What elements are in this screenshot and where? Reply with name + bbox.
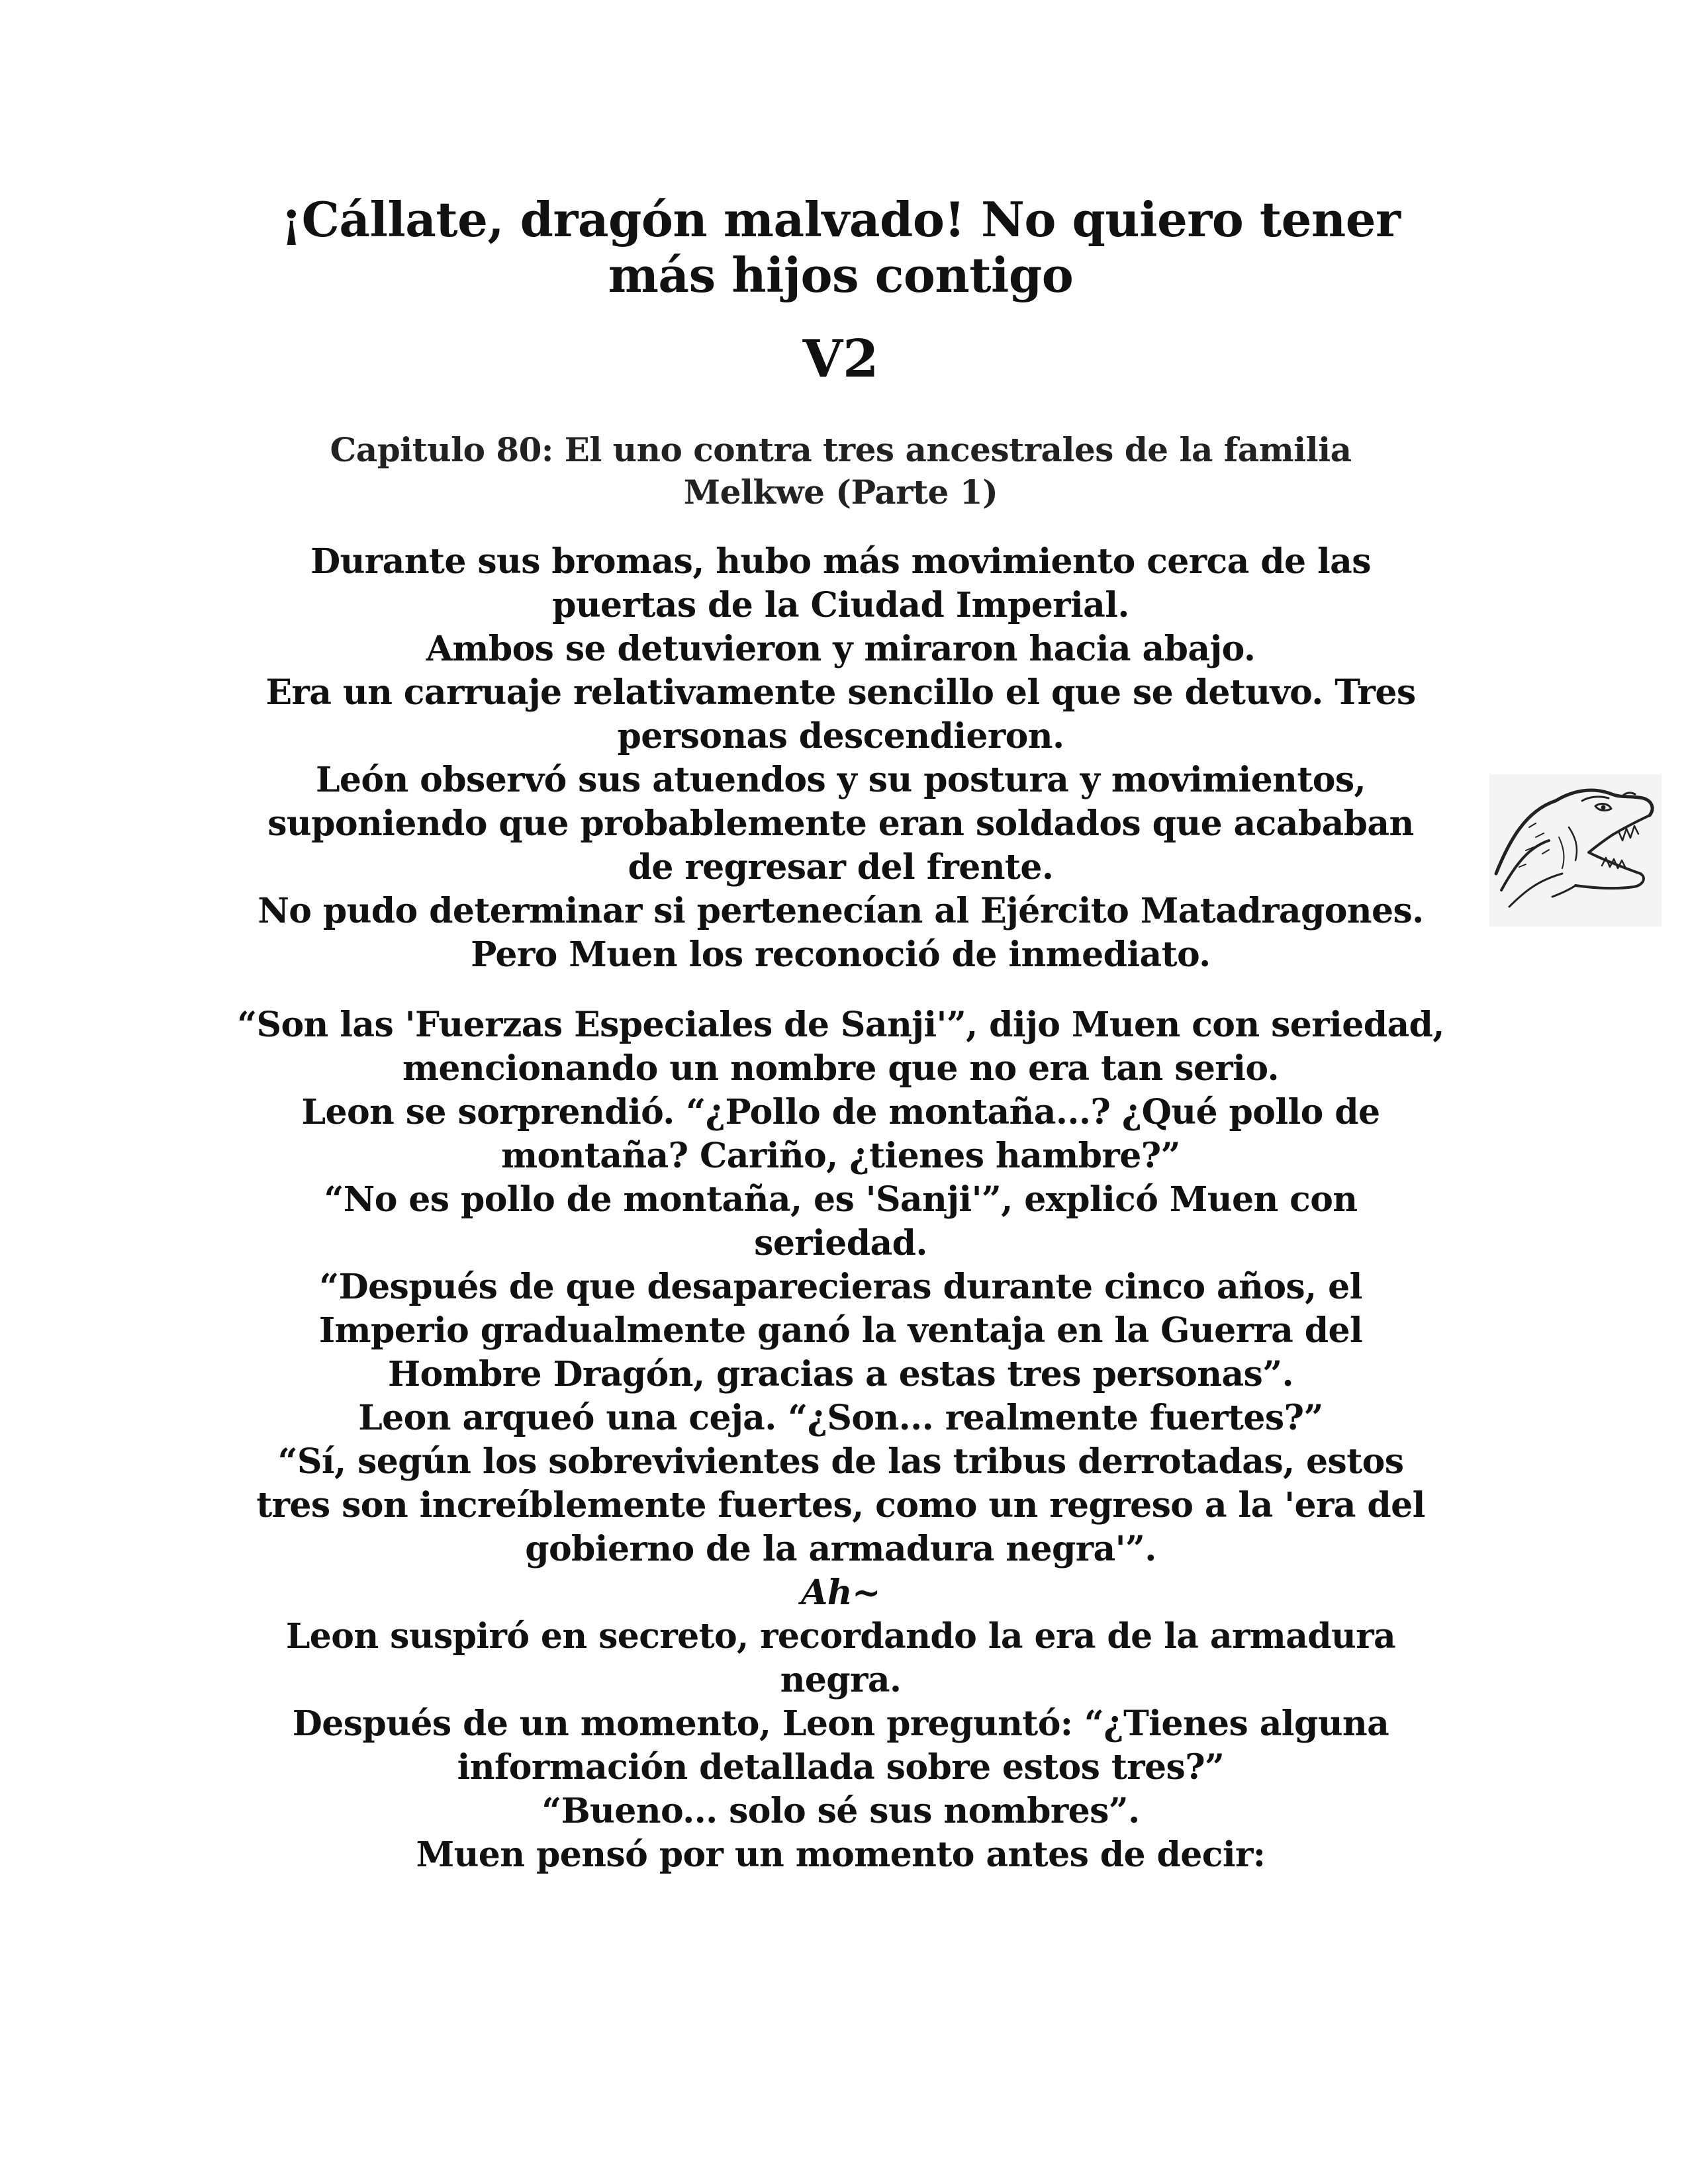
text-line: “No es pollo de montaña, es 'Sanji'”, explicó Muen con bbox=[324, 1179, 1358, 1220]
text-line: Muen pensó por un momento antes de decir: bbox=[416, 1835, 1266, 1875]
chapter-title bbox=[218, 429, 1463, 514]
text-line: No pudo determinar si pertenecían al Ejército Matadragones. bbox=[258, 891, 1424, 931]
text-line: Leon suspiró en secreto, recordando la era de la armadura bbox=[285, 1616, 1396, 1657]
document-page bbox=[218, 192, 1463, 1877]
text-line: “Son las 'Fuerzas Especiales de Sanji'”, dijo Muen con seriedad, bbox=[237, 1005, 1444, 1045]
book-title-line1: ¡Cállate, dragón malvado! No quiero tener bbox=[281, 191, 1401, 248]
text-line: Era un carruaje relativamente sencillo el que se detuvo. Tres bbox=[265, 672, 1416, 713]
text-line: “Sí, según los sobrevivientes de las tribus derrotadas, estos bbox=[277, 1441, 1404, 1482]
text-line: gobierno de la armadura negra'”. bbox=[525, 1529, 1156, 1569]
text-line: suponiendo que probablemente eran soldados que acababan bbox=[267, 803, 1414, 844]
volume-label: V2 bbox=[802, 329, 879, 389]
paragraph-block-2 bbox=[218, 1003, 1463, 1877]
text-line: Leon se sorprendió. “¿Pollo de montaña...? ¿Qué pollo de bbox=[301, 1092, 1380, 1132]
dragon-head-icon bbox=[1489, 774, 1662, 927]
paragraph-block-1 bbox=[218, 540, 1463, 977]
text-line: puertas de la Ciudad Imperial. bbox=[552, 585, 1129, 625]
text-line: mencionando un nombre que no era tan serio. bbox=[402, 1048, 1280, 1089]
text-line: Después de un momento, Leon preguntó: “¿Tienes alguna bbox=[292, 1704, 1389, 1744]
chapter-title-line2: Melkwe (Parte 1) bbox=[683, 473, 998, 512]
text-line: seriedad. bbox=[754, 1223, 927, 1263]
text-line: información detallada sobre estos tres?” bbox=[457, 1747, 1225, 1788]
text-line: Leon arqueó una ceja. “¿Son... realmente fuertes?” bbox=[358, 1398, 1323, 1438]
text-line: Imperio gradualmente ganó la ventaja en la Guerra del bbox=[318, 1310, 1363, 1351]
text-line: Hombre Dragón, gracias a estas tres personas”. bbox=[387, 1354, 1294, 1394]
text-line: Pero Muen los reconoció de inmediato. bbox=[471, 934, 1211, 975]
text-line: León observó sus atuendos y su postura y movimientos, bbox=[315, 760, 1366, 800]
chapter-title-line1: Capitulo 80: El uno contra tres ancestrales de la familia bbox=[330, 430, 1352, 469]
text-line: montaña? Cariño, ¿tienes hambre?” bbox=[501, 1136, 1180, 1176]
text-line: negra. bbox=[780, 1660, 902, 1700]
text-line-italic: Ah~ bbox=[801, 1572, 880, 1613]
text-line: personas descendieron. bbox=[617, 716, 1064, 756]
book-title bbox=[218, 192, 1463, 303]
text-line: Ambos se detuvieron y miraron hacia abajo. bbox=[426, 629, 1256, 669]
text-line: Durante sus bromas, hubo más movimiento cerca de las bbox=[310, 541, 1371, 582]
text-line: de regresar del frente. bbox=[628, 847, 1054, 887]
text-line: “Bueno... solo sé sus nombres”. bbox=[541, 1791, 1140, 1831]
text-line: tres son increíblemente fuertes, como un regreso a la 'era del bbox=[256, 1485, 1425, 1525]
text-line: “Después de que desaparecieras durante cinco años, el bbox=[319, 1267, 1362, 1307]
book-title-line2: más hijos contigo bbox=[608, 247, 1074, 303]
